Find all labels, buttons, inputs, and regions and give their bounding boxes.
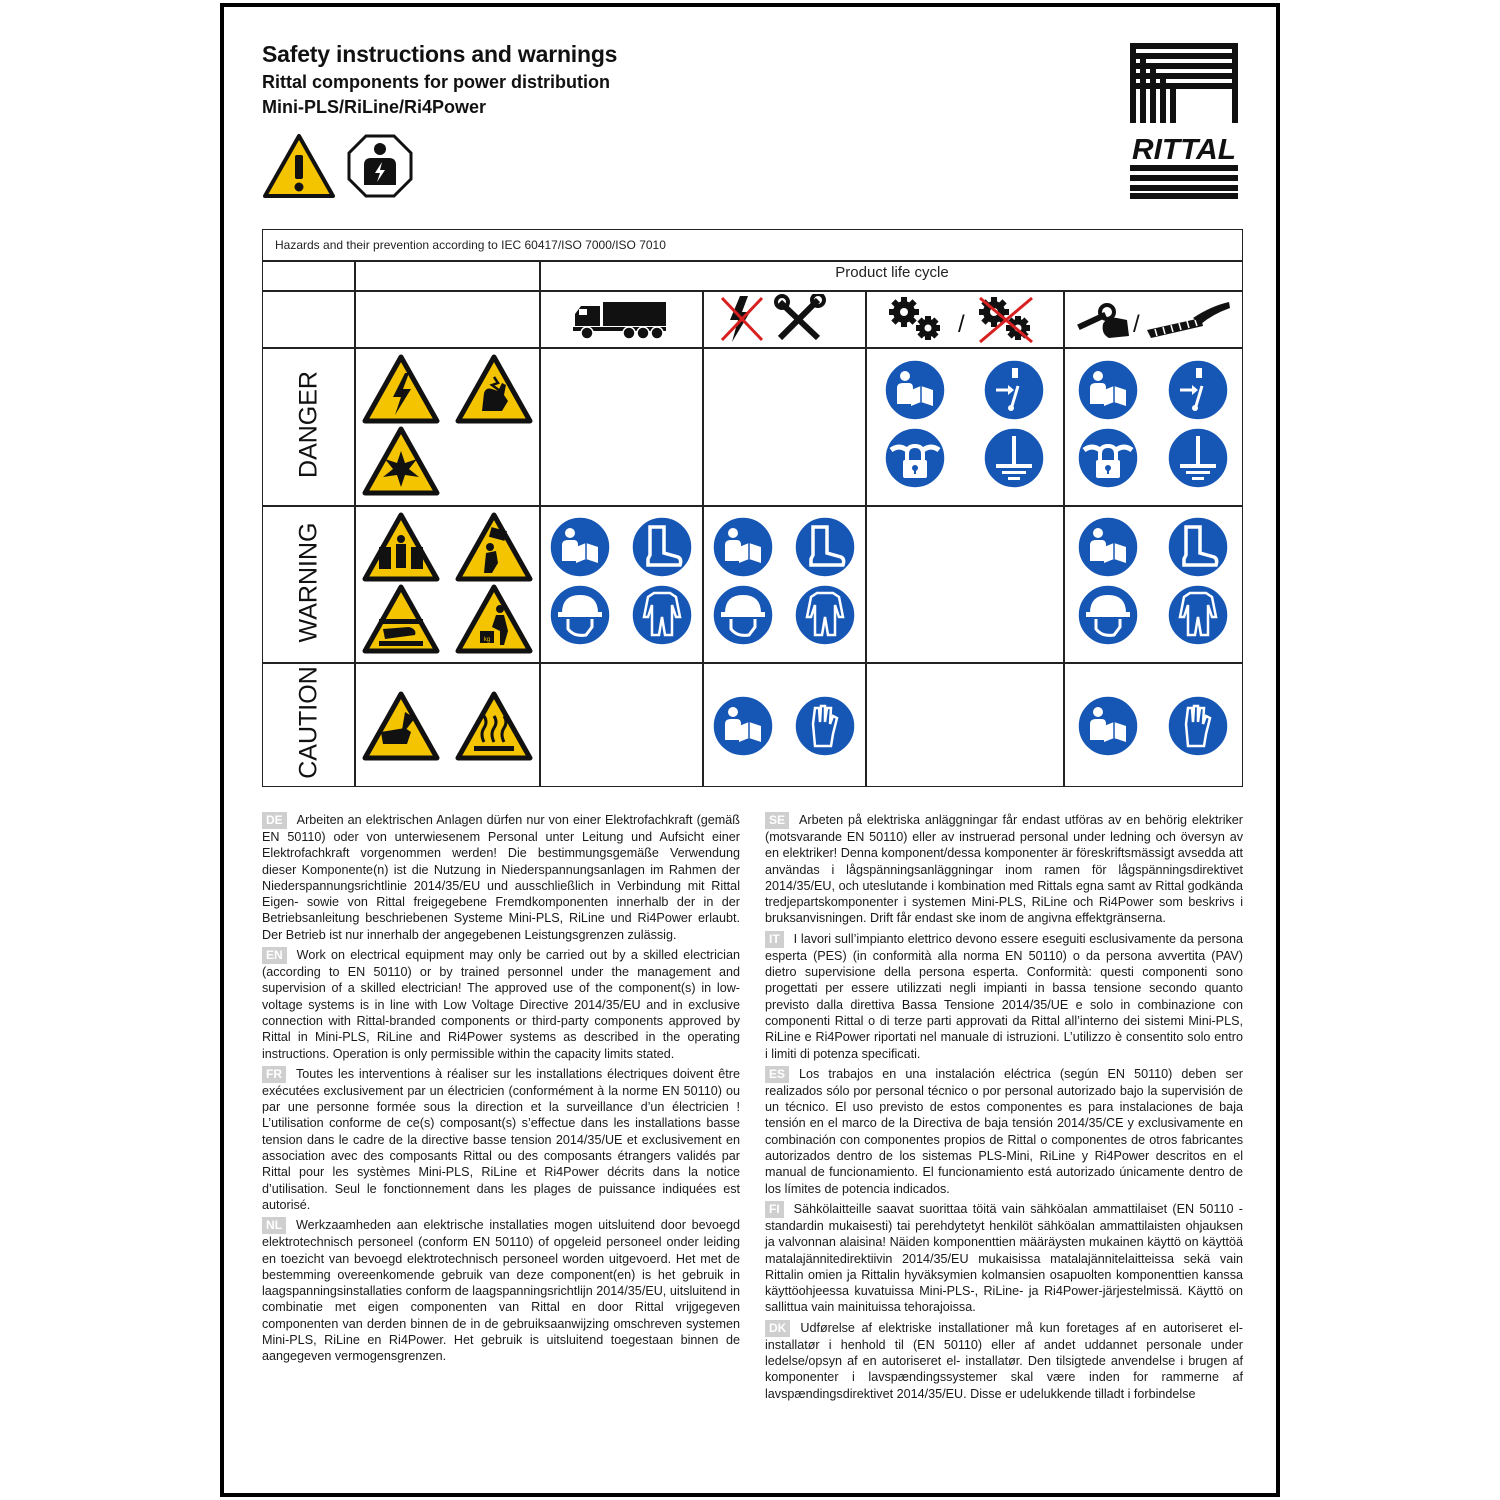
general-warning-icon	[262, 133, 336, 199]
electric-shock-hand-warning-icon	[454, 353, 534, 425]
section-de	[262, 812, 740, 943]
section-text: Los trabajos en una instalación eléctrica (según EN 50110) deben ser realizados sólo por personal técnico o por personal autorizado bajo la supervisión de un técnico. El uso previsto de estos componentes es para instalaciones de baja tensión en el marco de la Directiva de baja tensión 2014/35/CE y exclusivamente en combinación con componentes propios de Rittal o componentes de otros fabricantes autorizados dentro de los sistemas PLS-Mini, RiLine y Ri4Power descritos en el manual de funcionamiento. El funcionamiento está autorizado únicamente dentro de los límites de potencia indicados.	[765, 1066, 1243, 1196]
svg-text:/: /	[1133, 311, 1140, 338]
read-manual-icon	[711, 515, 775, 579]
safety-boots-icon	[630, 515, 694, 579]
table-title: Hazards and their prevention according to IEC 60417/ISO 7000/ISO 7010	[275, 238, 666, 252]
section-en	[262, 947, 740, 1062]
installation-no-voltage-icon	[718, 294, 833, 344]
section-it	[765, 931, 1243, 1062]
section-text: I lavori sull’impianto elettrico devono essere eseguiti esclusivamente da persona esperta (PES) (in conformità alla norma EN 50110) o da persona avvertita (PAV) dietro supervisione della persona esperta. Conformità: questi componenti sono progettati per essere utilizzati negli impianti in bassa tensione secondo quanto previsto dalla direttiva Bassa Tensione 2014/35/UE e solo in combinazione con componenti Rittal o di terze parti approvati da Rittal all’interno dei sistemi Mini-PLS, RiLine e Ri4Power riportati nel manuale di istruzioni. L’utilizzo è consentito solo entro i limiti di potenza specificati.	[765, 931, 1243, 1061]
section-fr	[262, 1066, 740, 1213]
title-block	[262, 41, 617, 118]
read-manual-icon	[1076, 358, 1140, 422]
lang-badge: ES	[765, 1066, 789, 1083]
safety-helmet-icon	[711, 583, 775, 647]
lang-badge: DE	[262, 812, 287, 829]
logo-text: RITTAL	[1132, 134, 1236, 166]
padlock-secure-icon	[883, 426, 947, 490]
safety-helmet-icon	[1076, 583, 1140, 647]
falling-object-warning-icon	[454, 511, 534, 583]
safety-boots-icon	[793, 515, 857, 579]
section-es	[765, 1066, 1243, 1197]
section-fi	[765, 1201, 1243, 1316]
heavy-load-warning-icon	[454, 583, 534, 655]
section-nl	[262, 1217, 740, 1364]
lang-badge: DK	[765, 1320, 790, 1337]
section-text: Toutes les interventions à réaliser sur les installations électriques doivent être exécutées exclusivement par un électricien (conformément à la norme EN 50110) ou par une personne formée sous la direction et la surveillance d’un électricien ! L’utilisation conforme de ce(s) composant(s) s’effectue dans les installations basse tension dans le cadre de la directive basse tension 2014/35/UE et exclusivement en association avec des composants Rittal ou des composants étrangers validés par Rittal pour les systèmes Mini-PLS, RiLine et Ri4Power décrits dans la notice d’utilisation. Seul le fonctionnement dans les plages de puissance indiquées est autorisé.	[262, 1066, 740, 1212]
svg-text:kg: kg	[483, 637, 491, 643]
row-label-danger: DANGER	[294, 371, 323, 478]
document-title: Safety instructions and warnings	[262, 41, 618, 67]
document-sheet	[220, 3, 1280, 1497]
lang-badge: FR	[262, 1066, 286, 1083]
cutting-hazard-warning-icon	[361, 690, 441, 762]
skilled-person-icon	[346, 133, 414, 199]
disconnect-before-work-icon	[1166, 358, 1230, 422]
row-label-caution: CAUTION	[294, 666, 323, 779]
explosion-warning-icon	[361, 425, 441, 497]
earth-ground-icon	[982, 426, 1046, 490]
protective-clothing-icon	[1166, 583, 1230, 647]
maintenance-cleaning-icon	[1073, 296, 1233, 342]
section-se	[765, 812, 1243, 927]
section-text: Arbeiten an elektrischen Anlagen dürfen nur von einer Elektrofachkraft (gemäß EN 50110) oder von unterwiesenem Personal unter Leitung und Aufsicht einer Elektrofachkraft vorgenommen werden! Die bestimmungsgemäße Verwendung dieser Komponente(n) ist die Nutzung in Niederspannungsanlagen im Rahmen der Niederspannungsrichtlinie 2014/35/EU und ausschließlich in Verbindung mit Rittal Eigen- sowie von Rittal freigegebene Fremdkomponenten innerhalb der in der Betriebsanleitung beschriebenen Systeme Mini-PLS, RiLine und Ri4Power erlaubt. Der Betrieb ist nur innerhalb der angegebenen Leistungsgrenzen zulässig.	[262, 813, 740, 942]
read-manual-icon	[548, 515, 612, 579]
lifecycle-header: Product life cycle	[835, 264, 949, 281]
lang-badge: SE	[765, 812, 789, 829]
padlock-secure-icon	[1076, 426, 1140, 490]
protective-clothing-icon	[793, 583, 857, 647]
protective-clothing-icon	[630, 583, 694, 647]
crushing-warning-icon	[361, 511, 441, 583]
protective-gloves-icon	[793, 694, 857, 758]
hazard-table	[262, 229, 1243, 787]
earth-ground-icon	[1166, 426, 1230, 490]
safety-helmet-icon	[548, 583, 612, 647]
read-manual-icon	[1076, 515, 1140, 579]
lang-badge: FI	[765, 1201, 784, 1218]
lang-badge: NL	[262, 1217, 286, 1234]
section-text: Work on electrical equipment may only be carried out by a skilled electrician (according to EN 50110) or by trained personnel under the management and supervision of a skilled electrician! The approved use of the component(s) in low-voltage systems is in line with Low Voltage Directive 2014/35/EU and in exclusive connection with Rittal-branded components or third-party components approved by Rittal in Mini-PLS, RiLine and Ri4Power systems as described in the operating instructions. Operation is only permissible within the capacity limits stated.	[262, 948, 740, 1061]
lang-badge: IT	[765, 931, 784, 948]
hand-crushing-warning-icon	[361, 583, 441, 655]
read-manual-icon	[711, 694, 775, 758]
section-text: Werkzaamheden aan elektrische installaties mogen uitsluitend door bevoegd elektrotechnisch personeel (conform EN 50110) of opgeleid personeel onder leiding en toezicht van bevoegd elektrotechnisch personeel worden uitgevoerd. Het met de bestemming overeenkomende gebruik van deze component(en) is het gebruik in laagspanningsinstallaties conform de laagspanningsrichtlijn 2014/35/EU, uitsluitend in combinatie met eigen componenten van Rittal en door Rittal vrijgegeven componenten van derden binnen de in de gebruiksaanwijzing omschreven systemen Mini-PLS, RiLine en Ri4Power. Het gebruik is uitsluitend toegestaan binnen de aangegeven vermogensgrenzen.	[262, 1218, 740, 1364]
hot-surface-warning-icon	[454, 690, 534, 762]
svg-text:/: /	[958, 311, 965, 338]
rittal-logo	[1130, 43, 1238, 199]
protective-gloves-icon	[1166, 694, 1230, 758]
read-manual-icon	[1076, 694, 1140, 758]
text-column-left	[262, 812, 740, 1369]
operation-gears-icon	[888, 294, 1043, 344]
section-text: Arbeten på elektriska anläggningar får endast utföras av en behörig elektriker (motsvarande EN 50110) eller av instruerad personal under ledning och översyn av en elektriker! Denna komponent/dessa komponenter är föreskriftsmässigt avsedda att användas i lågspänningsanläggningar inom ramen för lågspänningsdirektivet 2014/35/EU, och uteslutande i kombination med Rittals egna samt av Rittal godkända tredjepartskomponenter i systemen Mini-PLS, RiLine och Ri4Power som beskrivs i bruksanvisningen. Drift får endast ske inom de angivna effektgränserna.	[765, 813, 1243, 926]
electric-voltage-warning-icon	[361, 353, 441, 425]
section-dk	[765, 1320, 1243, 1402]
header-icons	[262, 133, 414, 199]
section-text: Udførelse af elektriske installationer må kun foretages af en autoriseret el-installatør i henhold til (EN 50110) eller af andet uddannet personale under ledelse/opsyn af en autoriseret el- installatør. Den tilsigtede anvendelse i brugen af komponenter i lavspændingssystemer skal være inden for rammerne af lavspændingsdirektivet 2014/35/EU. Disse er udelukkende tilladt i forbindelse	[765, 1320, 1243, 1401]
document-subtitle: Rittal components for power distribution	[262, 72, 610, 92]
transport-truck-icon	[573, 302, 668, 340]
product-line: Mini-PLS/RiLine/Ri4Power	[262, 97, 487, 117]
safety-boots-icon	[1166, 515, 1230, 579]
section-text: Sähkölaitteille saavat suorittaa töitä vain sähköalan ammattilaiset (EN 50110 -standardin mukaisesti) tai perehdytetyt henkilöt sähköalan ammattilaisten ohjauksen ja valvonnan alaisina! Näiden komponenttien määräysten mukainen käyttö on käyttöä matalajännitedirektiivin 2014/35/EU mukaisissa matalajännitelaitteissa sekä vain Rittalin omien ja Rittalin hyväksymien kolmansien osapuolten komponenttien kanssa käyttöohjeessa kuvatuissa Mini-PLS-, RiLine- ja Ri4Power-järjestelmissä. Käyttö on sallittua vain mainituissa tehorajoissa.	[765, 1201, 1243, 1315]
disconnect-before-work-icon	[982, 358, 1046, 422]
lang-badge: EN	[262, 947, 287, 964]
text-column-right	[765, 812, 1243, 1406]
read-manual-icon	[883, 358, 947, 422]
row-label-warning: WARNING	[294, 522, 323, 643]
